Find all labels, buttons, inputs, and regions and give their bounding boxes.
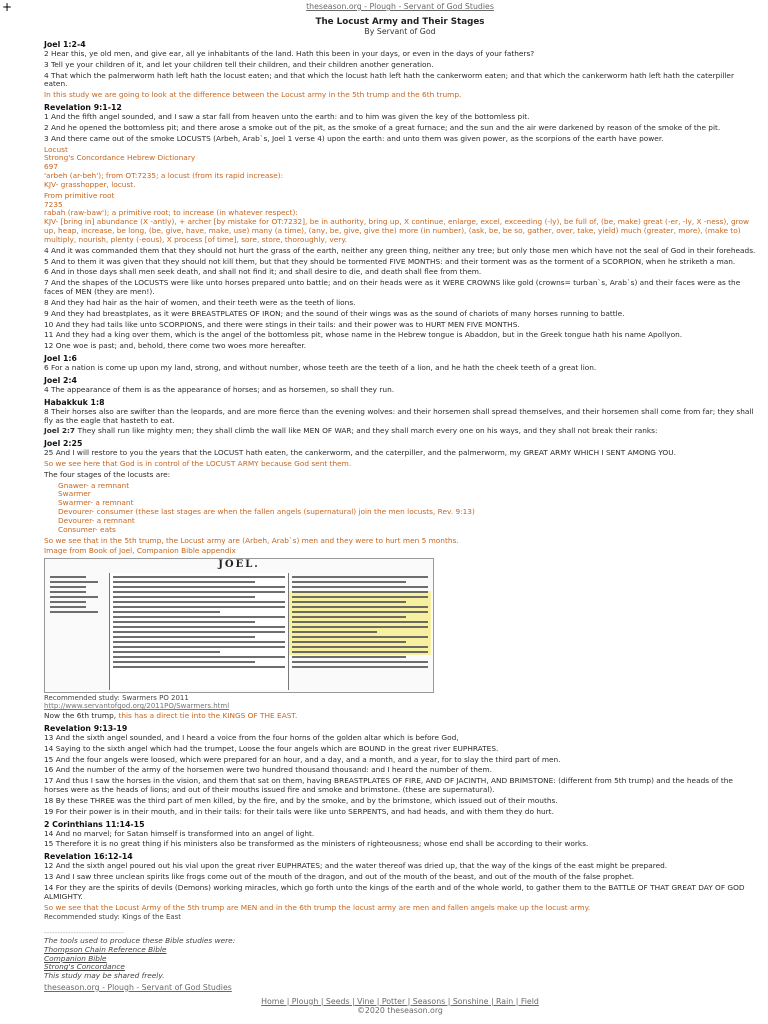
scripture-reference: Habakkuk 1:8 <box>44 397 105 407</box>
verse-text: 14 And no marvel; for Satan himself is transformed into an angel of light. <box>44 828 315 838</box>
locust-stages-list <box>44 482 756 535</box>
now-line-a: Now the 6th trump, <box>44 711 119 721</box>
locust-stage-item: Consumer- eats <box>58 524 116 534</box>
crosshair-icon: + <box>2 0 13 14</box>
commentary-text: From primitive root 7235 rabah (raw-baw'); a primitive root; to increase (in whatever respect): KJV- [bring in] abundance (X -antly), + archer [by mistake for OT:7232], be in authority, bring up, X continue, enlarge, excel, exceeding (-ly), be full of, (be, make) great (-er, -ly, X -ness), grow up, heap, increase, be long, (be, give, have, make, use) many (a time), (any, be, give, give the) more (in number), (ask, be, be so, gather, over, take, yield) much (greater, more), (make to) multiply, nourish, plenty (-eous), X process [of time], sore, store, thoroughly, very. <box>44 190 749 244</box>
verse-text: 5 And to them it was given that they should not kill them, but that they should be tormented FIVE MONTHS: and their torment was as the torment of a SCORPION, when he striketh a man. <box>44 256 736 266</box>
scripture-reference: Revelation 16:12-14 <box>44 852 133 862</box>
verse-text: 2 Hear this, ye old men, and give ear, all ye inhabitants of the land. Hath this been in your days, or even in the days of your fathers? <box>44 49 535 58</box>
verse-text: 14 For they are the spirits of devils (Demons) working miracles, which go forth unto the kings of the earth and of the whole world, to gather them to the BATTLE OF THAT GREAT DAY OF GOD ALMIGHTY. <box>44 882 745 901</box>
verse-text: 15 And the four angels were loosed, which were prepared for an hour, and a day, and a month, and a year, for to slay the third part of men. <box>44 754 561 764</box>
tool-link[interactable]: Strong's Concordance <box>44 962 125 972</box>
stages-conclusion: So we see that in the 5th trump, the Locust army are (Arbeh, Arab`s) men and they were to hurt men 5 months. <box>44 535 459 545</box>
verse-text: They shall run like mighty men; they shall climb the wall like MEN OF WAR; and they shall march every one on his ways, and they shall not break their ranks: <box>77 426 658 436</box>
verse-text: 14 Saying to the sixth angel which had the trumpet, Loose the four angels which are BOUND in the great river EUPHRATES. <box>44 743 499 753</box>
scripture-reference: Joel 1:6 <box>44 354 77 364</box>
verse-text: 13 And the sixth angel sounded, and I heard a voice from the four horns of the golden altar which is before God, <box>44 732 459 742</box>
verse-text: 7 And the shapes of the LOCUSTS were like unto horses prepared unto battle; and on their heads were as it WERE CROWNS like gold (crowns= turban`s, Arab`s) and their faces were as the faces of MEN (they are men!). <box>44 278 741 297</box>
page-title: The Locust Army and Their Stages <box>315 17 485 27</box>
verse-text: The four stages of the locusts are: <box>44 469 171 479</box>
tool-link[interactable]: Thompson Chain Reference Bible <box>44 944 167 954</box>
commentary-text: So we see here that God is in control of the LOCUST ARMY because God sent them. <box>44 458 352 468</box>
verse-text: 25 And I will restore to you the years that the LOCUST hath eaten, the cankerworm, and the caterpiller, and the palmerworm, my GREAT ARMY WHICH I SENT AMONG YOU. <box>44 448 676 458</box>
locust-stage-item: Devourer- a remnant <box>58 515 135 525</box>
verse-text: 8 And they had hair as the hair of women, and their teeth were as the teeth of lions. <box>44 297 356 307</box>
verse-text: 13 And I saw three unclean spirits like frogs come out of the mouth of the dragon, and out of the mouth of the beast, and out of the mouth of the false prophet. <box>44 872 635 882</box>
locust-stage-item: Devourer- consumer (these last stages are when the fallen angels (supernatural) join the men locusts, Rev. 9:13) <box>58 507 475 517</box>
scripture-reference: Joel 1:2-4 <box>44 40 86 49</box>
copyright: ©2020 theseason.org <box>357 1005 443 1015</box>
verse-text: 8 Their horses also are swifter than the leopards, and are more fierce than the evening wolves: and their horsemen shall spread themselves, and their horsemen shall come from far; they shall fly as the eagle that hasteth to eat. <box>44 406 754 425</box>
recommended-study-2: Recommended study: Kings of the East <box>44 913 182 922</box>
image-caption: Image from Book of Joel, Companion Bible appendix <box>44 546 236 556</box>
tools-intro: The tools used to produce these Bible studies were: <box>44 936 236 946</box>
study-sections-part2 <box>44 724 756 912</box>
scripture-reference: Joel 2:25 <box>44 439 83 449</box>
verse-text: 1 And the fifth angel sounded, and I saw a star fall from heaven unto the earth: and to him was given the key of the bottomless pit. <box>44 112 530 122</box>
verse-text: 11 And they had a king over them, which is the angel of the bottomless pit, whose name in the Hebrew tongue is Abaddon, but in the Greek tongue hath his name Apollyon. <box>44 330 683 340</box>
verse-text: 6 For a nation is come up upon my land, strong, and without number, whose teeth are the teeth of a lion, and he hath the cheek teeth of a great lion. <box>44 363 597 373</box>
tools-list <box>44 946 756 972</box>
now-line-b: this has a direct tie into the KINGS OF THE EAST. <box>118 711 298 721</box>
companion-bible-figure <box>44 558 434 693</box>
figure-title: JOEL. <box>218 559 260 571</box>
top-nav[interactable]: theseason.org - Plough - Servant of God Studies <box>306 2 494 11</box>
verse-text: 18 By these THREE was the third part of men killed, by the fire, and by the smoke, and by the brimstone, which issued out of their mouths. <box>44 795 558 805</box>
commentary-text: In this study we are going to look at the difference between the Locust army in the 5th trump and the 6th trump. <box>44 90 462 100</box>
divider: ------------------------------ <box>44 928 124 938</box>
byline: By Servant of God <box>364 27 436 36</box>
verse-text: 16 And the number of the army of the horsemen were two hundred thousand thousand: and I heard the number of them. <box>44 765 492 775</box>
verse-block <box>44 427 756 436</box>
scripture-reference: Revelation 9:13-19 <box>44 723 128 733</box>
tools-outro: This study may be shared freely. <box>44 971 165 981</box>
scripture-reference: Revelation 9:1-12 <box>44 103 122 113</box>
study-page <box>44 0 756 1015</box>
verse-text: 3 And there came out of the smoke LOCUSTS (Arbeh, Arab`s, Joel 1 verse 4) upon the earth: and unto them was given power, as the scorpions of the earth have power. <box>44 133 664 143</box>
tool-link[interactable]: Companion Bible <box>44 953 107 963</box>
verse-text: 12 One woe is past; and, behold, there come two woes more hereafter. <box>44 341 307 351</box>
figure-text-column <box>109 573 289 690</box>
scripture-reference: Joel 2:7 <box>44 426 78 436</box>
study-link[interactable]: http://www.servantofgod.org/2011PO/Swarmers.html <box>44 702 230 711</box>
recommended-study-1: Recommended study: Swarmers PO 2011 <box>44 694 189 703</box>
commentary-text: Locust Strong's Concordance Hebrew Dictionary 697 'arbeh (ar-beh'); from OT:7235; a locust (from its rapid increase): KJV- grasshopper, locust. <box>44 144 284 189</box>
sixth-trump-intro <box>44 712 756 721</box>
footer-links[interactable]: theseason.org - Plough - Servant of God Studies <box>44 982 232 992</box>
locust-stage-item: Swarmer <box>58 489 91 499</box>
verse-text: 2 And he opened the bottomless pit; and there arose a smoke out of the pit, as the smoke of a great furnace; and the sun and the air were darkened by reason of the smoke of the pit. <box>44 122 721 132</box>
figure-notes-column <box>289 573 431 690</box>
verse-text: 15 Therefore it is no great thing if his ministers also be transformed as the ministers of righteousness; whose end shall be according to their works. <box>44 839 589 849</box>
commentary-text: So we see that the Locust Army of the 5th trump are MEN and in the 6th trump the locust army are men and fallen angels make up the locust army. <box>44 902 591 912</box>
verse-text: 6 And in those days shall men seek death, and shall not find it; and shall desire to die, and death shall flee from them. <box>44 267 482 277</box>
bottom-nav[interactable]: Home | Plough | Seeds | Vine | Potter | Seasons | Sonshine | Rain | Field <box>261 996 539 1006</box>
scripture-reference: 2 Corinthians 11:14-15 <box>44 819 145 829</box>
verse-text: 10 And they had tails like unto SCORPIONS, and there were stings in their tails: and their power was to HURT MEN FIVE MONTHS. <box>44 319 520 329</box>
verse-text: 4 The appearance of them is as the appearance of horses; and as horsemen, so shall they run. <box>44 384 395 394</box>
locust-stage-item: Swarmer- a remnant <box>58 498 134 508</box>
verse-text: 9 And they had breastplates, as it were BREASTPLATES OF IRON; and the sound of their wings was as the sound of chariots of many horses running to battle. <box>44 308 625 318</box>
scripture-reference: Joel 2:4 <box>44 375 77 385</box>
locust-stage-item: Gnawer- a remnant <box>58 480 130 490</box>
figure-margin-notes <box>47 573 107 690</box>
study-sections-part1 <box>44 40 756 480</box>
verse-text: 4 And it was commanded them that they should not hurt the grass of the earth, neither any green thing, neither any tree; but only those men which have not the seal of God in their foreheads. <box>44 245 756 255</box>
verse-text: 17 And thus I saw the horses in the vision, and them that sat on them, having BREASTPLATES OF FIRE, AND OF JACINTH, AND BRIMSTONE: (different from 5th trump) and the heads of the horses were as the heads of lions; and out of their mouths issued fire and smoke and brimstone. (these are supernatural). <box>44 776 733 795</box>
verse-text: 3 Tell ye your children of it, and let your children tell their children, and their children another generation. <box>44 59 434 69</box>
verse-text: 19 For their power is in their mouth, and in their tails: for their tails were like unto SERPENTS, and had heads, and with them they do hurt. <box>44 806 554 816</box>
verse-text: 12 And the sixth angel poured out his vial upon the great river EUPHRATES; and the water thereof was dried up, that the way of the kings of the east might be prepared. <box>44 861 668 871</box>
verse-text: 4 That which the palmerworm hath left hath the locust eaten; and that which the locust hath left hath the cankerworm eaten; and that which the cankerworm hath left hath the caterpiller eaten. <box>44 70 734 89</box>
